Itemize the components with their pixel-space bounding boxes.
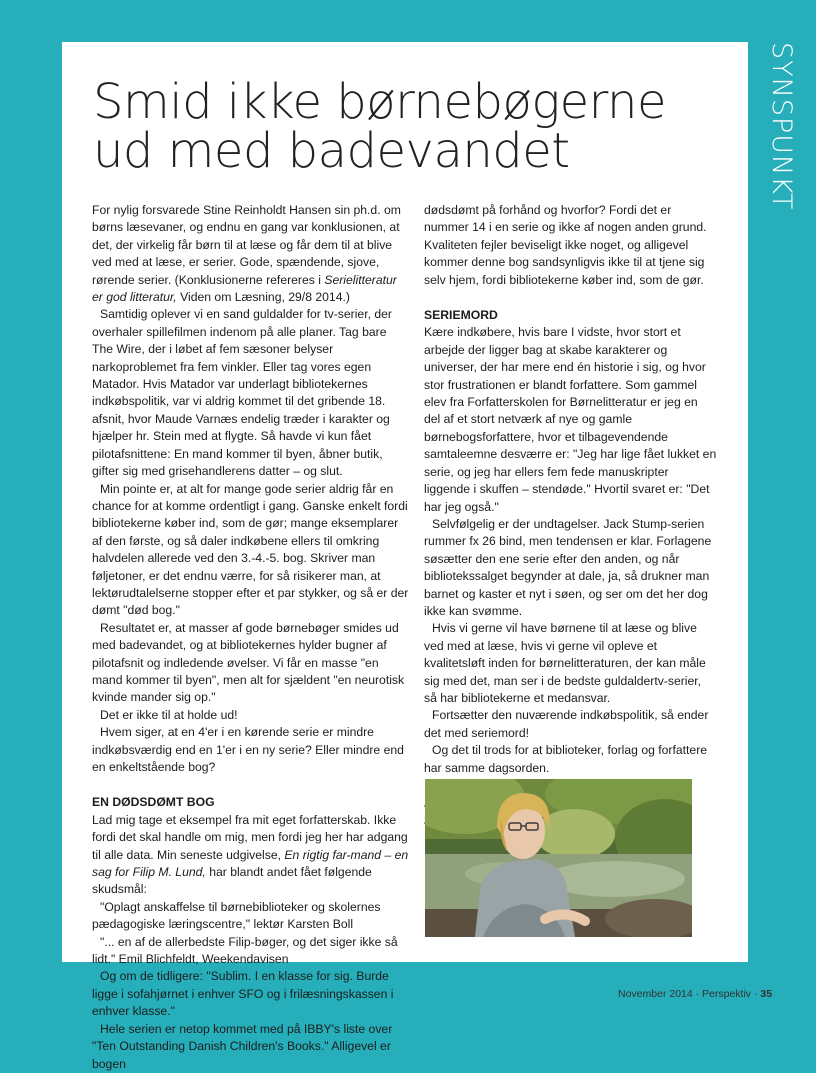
- paragraph: Og det til trods for at biblioteker, forlag og forfattere har samme dagsorden.: [424, 743, 708, 775]
- paragraph: Fortsætter den nuværende indkøbspolitik, så ender det med seriemord!: [424, 708, 709, 740]
- quote: "... en af de allerbedste Filip-bøger, og det siger ikke så lidt." Emil Blichfeldt, Weekendavisen: [92, 934, 398, 967]
- article-title: [93, 74, 666, 179]
- section-label-text: SYNSPUNKT: [766, 42, 797, 211]
- subheading: EN DØDSDØMT BOG: [92, 795, 215, 810]
- subheading: SERIEMORD: [424, 308, 498, 323]
- paragraph: Selvfølgelig er der undtagelser. Jack Stump-serien rummer fx 26 bind, men tendensen er klar. Forlagene søsætter den ene serie efter den anden, og når bibliotekssalget begynder at dale, ja, så drukner man barnet og kaster et nyt i søen, og ser om det her dog ikke kan svømme.: [424, 516, 712, 618]
- paragraph: Kære indkøbere, hvis bare I vidste, hvor stort et arbejde der ligger bag at skabe karakterer og universer, der har mere end én historie i sig, og hvor stor frustrationen er blandt forfattere. Som gammel elev fra Forfatterskolen for Børnelitteratur er jeg en del af et stort netværk af nye og gamle børnebogsforfattere, hvor et tilbagevendende samtaleemne desværre er: "Jeg har lige fået lukket en serie, og jeg har ellers fem fede manuskripter liggende i skuffen – stendøde." Hvortil svaret er: "Det har jeg også.": [424, 325, 717, 514]
- title-line-1: Smid ikke børnebøgerne: [93, 74, 666, 130]
- column-right: [424, 202, 717, 830]
- paragraph: Samtidig oplever vi en sand guldalder for tv-serier, der overhaler spillefilmen indenom på alle planer. Tag bare The Wire, der i løbet af fem sæsoner belyser narkoproblemet fra fem vinkler. Eller tag vores egen Matador. Hvis Matador var underlagt bibliotekernes indkøbspolitik, var vi aldrig kommet til det gribende 18. afsnit, hvor Maude Varnæs endelig træder i karakter og hjælper hr. Stein med at flygte. Så havde vi kun fået pilotafsnittene: En mand kommer til byen, åbner butik, gifter sig med grisehandlerens datter – og slut.: [92, 307, 392, 479]
- paragraph: Min pointe er, at alt for mange gode serier aldrig får en chance for at komme ordentligt i gang. Ganske enkelt fordi bibliotekerne køber ind, som de gør; mange eksemplarer af den første, og så daler indkøbene ellers til omkring halvdelen allerede ved den 3.-4.-5. bog. Skriver man føljetoner, er det endnu værre, for så risikerer man, at lektørudtalelserne stopper efter et par stykker, og så er der dømt "død bog.": [92, 481, 409, 618]
- paragraph: Det er ikke til at holde ud!: [100, 707, 238, 722]
- paragraph: Resultatet er, at masser af gode børnebøger smides ud med badevandet, og at bibliotekernes hylder bugner af pilotafsnit og indledende øvelser. Vi får en masse "en mand kommer til byen", men alt for sjældent "en neurotisk kvinde mander sig op.": [92, 620, 405, 705]
- quote: "Oplagt anskaffelse til børnebiblioteker og skolernes pædagogiske læringscentre," lektør Karsten Boll: [92, 899, 381, 932]
- paragraph: Og om de tidligere: "Sublim. I en klasse for sig. Burde ligge i sofahjørnet i enhver SFO og i frilæsningskassen i enhver klasse.": [92, 969, 394, 1019]
- paragraph: For nylig forsvarede Stine Reinholdt Hansen sin ph.d. om børns læsevaner, og endnu en gang var konklusionen, at det, der virkelig får børn til at læse og får dem til at blive ved med at læse, er serier. Gode, spændende, sjove, rørende serier. (Konklusionerne refereres i Serielitteratur er god litteratur, Viden om Læsning, 29/8 2014.): [92, 203, 401, 305]
- page-footer: November 2014 · Perspektiv · 35: [618, 988, 773, 1000]
- paragraph: Lad mig tage et eksempel fra mit eget forfatterskab. Ikke fordi det skal handle om mig, men fordi jeg her har adgang til alle data. Min seneste udgivelse, En rigtig far-mand – en sag for Filip M. Lund, har blandt andet fået følgende skudsmål:: [92, 812, 409, 897]
- paragraph: Hvis vi gerne vil have børnene til at læse og blive ved med at læse, hvis vi gerne vil opleve et kvalitetsløft inden for børnelitteraturen, der kan måle sig med det, man ser i de bedste guldaldertv-serier, så har bibliotekerne et medansvar.: [424, 621, 706, 705]
- paragraph: dødsdømt på forhånd og hvorfor? Fordi det er nummer 14 i en serie og ikke af nogen anden grund. Kvaliteten fejler beviseligt ikke noget, og alligevel kommer denne bog sandsynligvis ikke til at tjene sig selv hjem, fordi bibliotekerne køber ind, som de gør.: [424, 203, 707, 287]
- column-left: [92, 202, 410, 1073]
- paragraph: Hvem siger, at en 4'er i en kørende serie er mindre indkøbsværdig end en 1'er i en ny serie? Eller mindre end en enkeltstående bog?: [92, 725, 404, 774]
- author-photo: [425, 779, 692, 937]
- title-line-2: ud med badevandet: [93, 123, 570, 179]
- paragraph: Hele serien er netop kommet med på IBBY's liste over "Ten Outstanding Danish Children's Books." Alligevel er bogen: [92, 1021, 393, 1071]
- section-label: [756, 42, 814, 212]
